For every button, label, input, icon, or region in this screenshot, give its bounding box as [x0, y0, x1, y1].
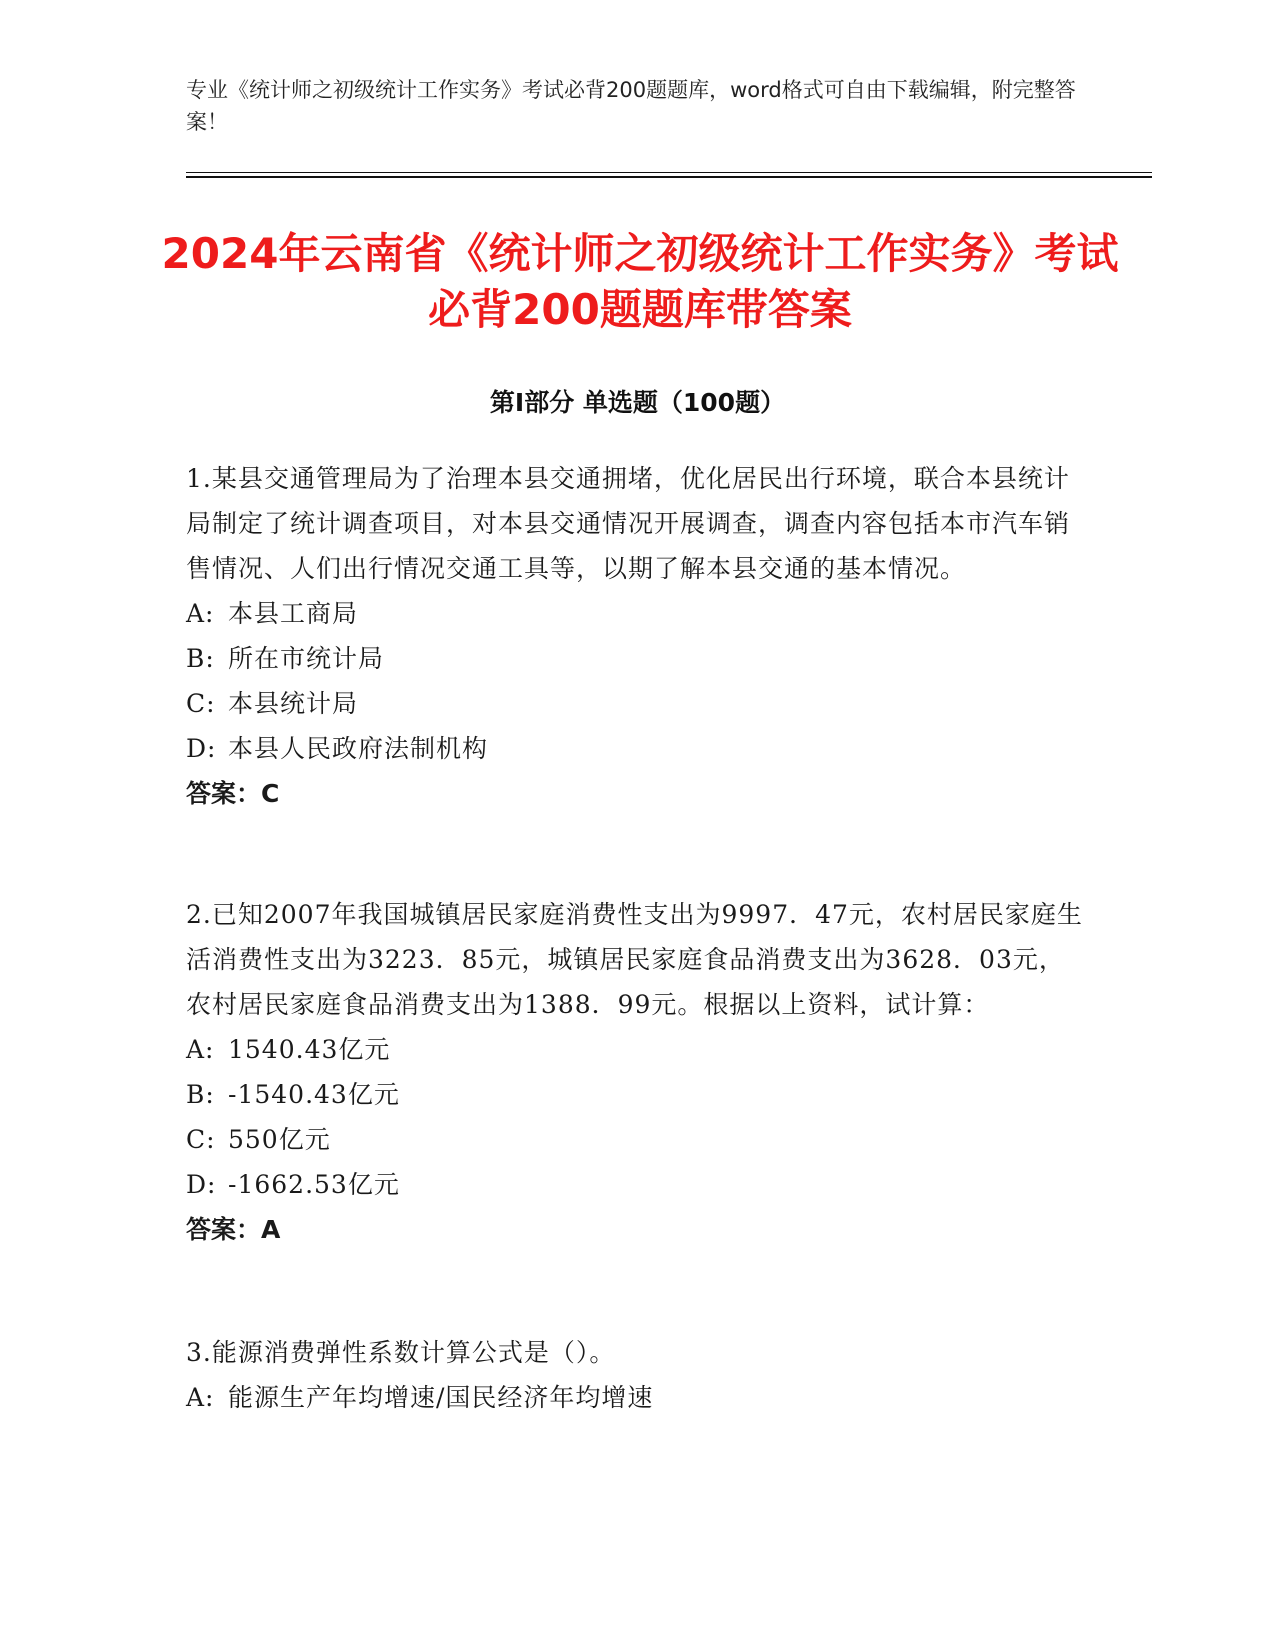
- option-key: C:: [186, 689, 216, 718]
- option-a: [186, 1375, 1086, 1420]
- header-note: 专业《统计师之初级统计工作实务》考试必背200题题库，word格式可自由下载编辑，附完整答案！: [186, 78, 1076, 134]
- option-key: A:: [186, 599, 215, 628]
- option-key: D:: [186, 734, 217, 763]
- option-b: [186, 636, 1086, 681]
- document-title: 2024年云南省《统计师之初级统计工作实务》考试必背200题题库带答案: [161, 229, 1119, 334]
- option-a: [186, 591, 1086, 636]
- option-text: 能源生产年均增速/国民经济年均增速: [228, 1383, 654, 1412]
- option-c: [186, 681, 1086, 726]
- section-heading: 第Ⅰ部分 单选题（100题）: [489, 388, 786, 417]
- question-stem: 2.已知2007年我国城镇居民家庭消费性支出为9997．47元，农村居民家庭生活消费性支出为3223．85元，城镇居民家庭食品消费支出为3628．03元，农村居民家庭食品消费支出为1388．99元。根据以上资料，试计算：: [186, 900, 1083, 1019]
- option-text: 1540.43亿元: [228, 1035, 391, 1064]
- answer-line: 答案：A: [186, 1215, 281, 1244]
- question-3: [186, 1330, 1086, 1420]
- option-text: -1540.43亿元: [228, 1080, 400, 1109]
- header-rule-thin: [186, 172, 1152, 173]
- option-text: 所在市统计局: [228, 644, 385, 673]
- question-1: [186, 456, 1086, 816]
- option-key: B:: [186, 1080, 215, 1109]
- option-text: 550亿元: [228, 1125, 331, 1154]
- option-key: C:: [186, 1125, 216, 1154]
- question-stem: 3.能源消费弹性系数计算公式是（）。: [186, 1338, 616, 1367]
- option-key: A:: [186, 1035, 215, 1064]
- option-key: B:: [186, 644, 215, 673]
- header-rule-thick: [186, 176, 1152, 178]
- question-2: [186, 892, 1086, 1252]
- option-key: D:: [186, 1170, 217, 1199]
- answer-line: 答案：C: [186, 779, 280, 808]
- question-stem: 1.某县交通管理局为了治理本县交通拥堵，优化居民出行环境，联合本县统计局制定了统计调查项目，对本县交通情况开展调查，调查内容包括本市汽车销售情况、人们出行情况交通工具等，以期了解本县交通的基本情况。: [186, 464, 1071, 583]
- option-a: [186, 1027, 1086, 1072]
- option-b: [186, 1072, 1086, 1117]
- option-text: 本县工商局: [228, 599, 359, 628]
- option-c: [186, 1117, 1086, 1162]
- option-key: A:: [186, 1383, 215, 1412]
- option-text: -1662.53亿元: [228, 1170, 400, 1199]
- option-text: 本县人民政府法制机构: [228, 734, 489, 763]
- option-d: [186, 726, 1086, 771]
- option-text: 本县统计局: [228, 689, 359, 718]
- option-d: [186, 1162, 1086, 1207]
